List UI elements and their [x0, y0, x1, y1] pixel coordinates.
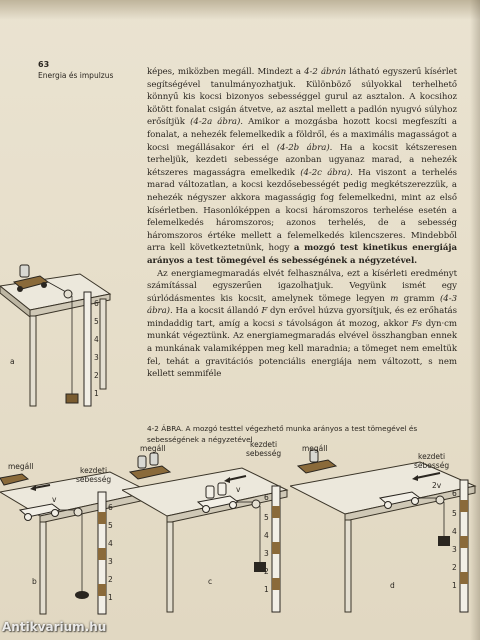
scale-mark: 2: [264, 567, 269, 576]
height-scale: [84, 292, 91, 406]
stop-label: megáll: [302, 444, 328, 453]
scale-mark: 3: [94, 353, 99, 362]
cart-stopped: [130, 466, 170, 479]
caption-text: A mozgó testtel végezhető munka arányos a test tömegével és sebességének a négyzetével: [147, 424, 418, 444]
cart-weight: [218, 483, 226, 495]
velocity-label: v: [236, 485, 241, 494]
scale-mark: 3: [108, 557, 113, 566]
velocity-label: 2v: [432, 481, 442, 490]
scale-mark: 5: [94, 317, 99, 326]
table-leg: [40, 522, 46, 614]
initial-speed-label: kezdeti sebesség: [76, 466, 112, 484]
figure-label: a: [10, 357, 15, 366]
scale-mark: 6: [452, 489, 457, 498]
stop-label: megáll: [140, 444, 166, 453]
scale-band: [460, 536, 468, 548]
cart-wheel: [412, 498, 419, 505]
scale-mark: 6: [264, 493, 269, 502]
figure-reference: (4-3 ábra): [147, 293, 457, 317]
scale-mark: 2: [452, 563, 457, 572]
figure-reference: 4-2 ábrán: [304, 67, 347, 77]
table-leg: [100, 299, 106, 389]
scale-band: [460, 572, 468, 584]
page-number: 63: [38, 60, 50, 69]
scale-mark: 5: [264, 513, 269, 522]
figure-label: b: [32, 577, 37, 586]
scale-mark: 1: [94, 389, 99, 398]
caption-number: 4-2 ÁBRA.: [147, 424, 184, 433]
pulley: [436, 496, 444, 504]
table-leg: [345, 520, 351, 612]
body-text: [147, 66, 457, 381]
initial-speed-label: kezdeti sebesség: [414, 452, 450, 470]
scale-band: [460, 500, 468, 512]
scale-mark: 5: [108, 521, 113, 530]
paragraph-2: Az energiamegmaradás elvét felhasználva, ezt a kísérleti eredményt számítással egyszerűen igazolhatjuk. Vegyünk ismét egy súrlódásmentes kis kocsit, amelynek tömege legyen m gramm (4-3 ábra). Ha a kocsit állandó F dyn erővel húzva gyorsítjuk, és ez erőhatás mindaddig tart, amíg a kocsi s távolságon át mozog, akkor Fs dyn·cm munkát végeztünk. Az energiamegmaradás elvével összhangban ennek a munkának valamiképpen meg kell maradnia; a tömeget nem emeltük fel, tehát a gravitációs potenciális energiája nem változott, s nem kellett semmiféle: [147, 268, 457, 380]
hanging-weight: [438, 536, 450, 546]
running-head: Energia és impulzus: [38, 71, 114, 80]
cart-stopped: [0, 474, 28, 485]
key-conclusion: a mozgó test kinetikus energiája arányos a test tömegével és sebességének a négyzetével.: [147, 243, 457, 266]
figure-reference: (4-2b ábra): [276, 142, 330, 153]
figure-reference: (4-2a ábra): [190, 117, 241, 128]
scale-mark: 1: [264, 585, 269, 594]
scale-mark: 4: [108, 539, 113, 548]
figure-4-2c: [122, 450, 292, 620]
cart-weight: [138, 456, 146, 468]
pulley: [64, 290, 72, 298]
figure-label: d: [390, 581, 395, 590]
cart-weight: [150, 453, 158, 465]
velocity-label: v: [52, 495, 57, 504]
scale-band: [272, 506, 280, 518]
paragraph-1: képes, miközben megáll. Mindezt a 4-2 ábrán látható egyszerű kísérlet segítségével tanulmányozhatjuk. Különböző súlyokkal terhelhető könnyű kis kocsi bizonyos sebességgel gurul az asztalon. A kocsihoz kötött fonalat csigán átvetve, az asztal mellett a padlón nyugvó súlyhoz erősítjük (4-2a ábra). Amikor a mozgásba hozott kocsi megfeszíti a fonalat, a nehezék felemelkedik a földről, és a maximális magasságot a kocsi megállásakor éri el (4-2b ábra). Ha a kocsit kétszeresen terheljük, kezdeti sebessége azonban ugyanaz marad, a nehezék kétszeres magasságra emelkedik (4-2c ábra). Ha viszont a terhelés marad változatlan, a kocsi kezdősebességét pedig megkétszerezzük, a nehezék négyszer akkora magasságig fog felemelkedni, mint az első kísérletben. Hasonlóképpen a kocsi háromszoros terhelése esetén a felemelkedés háromszoros; azonos terhelés, de a sebesség háromszoros értéke mellett a felemelkedés kilencszeres. Mindebből arra kell következtetnünk, hogy a mozgó test kinetikus energiája arányos a test tömegével és sebességének a négyzetével.: [147, 67, 458, 266]
figure-label: c: [208, 577, 213, 586]
scale-mark: 3: [452, 545, 457, 554]
scale-mark: 5: [452, 509, 457, 518]
scale-mark: 1: [452, 581, 457, 590]
scale-band: [98, 584, 106, 596]
scale-mark: 2: [108, 575, 113, 584]
cart-wheel: [230, 502, 237, 509]
cart-wheel: [25, 514, 32, 521]
hanging-weight: [66, 394, 78, 403]
figure-4-2a: [0, 256, 150, 416]
scale-mark: 6: [94, 299, 99, 308]
stop-label: megáll: [8, 462, 34, 471]
scale-band: [272, 578, 280, 590]
cart-wheel: [203, 506, 210, 513]
initial-speed-label: kezdeti sebesség: [246, 440, 282, 458]
scale-band: [98, 548, 106, 560]
cart-weight: [20, 265, 29, 277]
hanging-weight: [75, 591, 89, 599]
scale-mark: 4: [264, 531, 269, 540]
figure-4-2d: [290, 440, 480, 620]
scale-band: [98, 512, 106, 524]
table-leg: [30, 316, 36, 406]
scale-mark: 3: [264, 549, 269, 558]
cart-weight: [206, 486, 214, 498]
pulley: [252, 500, 260, 508]
cart-wheel: [17, 286, 23, 292]
scale-mark: 1: [108, 593, 113, 602]
table-leg: [167, 522, 173, 612]
figure-reference: (4-2c ábra): [300, 167, 351, 178]
cart-wheel: [52, 510, 59, 517]
scale-mark: 6: [108, 503, 113, 512]
pulley: [74, 508, 82, 516]
watermark: Antikvarium.hu: [2, 620, 107, 634]
scale-mark: 4: [94, 335, 99, 344]
scale-mark: 4: [452, 527, 457, 536]
scale-mark: 2: [94, 371, 99, 380]
cart-wheel: [41, 282, 47, 288]
cart-wheel: [385, 502, 392, 509]
scale-band: [272, 542, 280, 554]
